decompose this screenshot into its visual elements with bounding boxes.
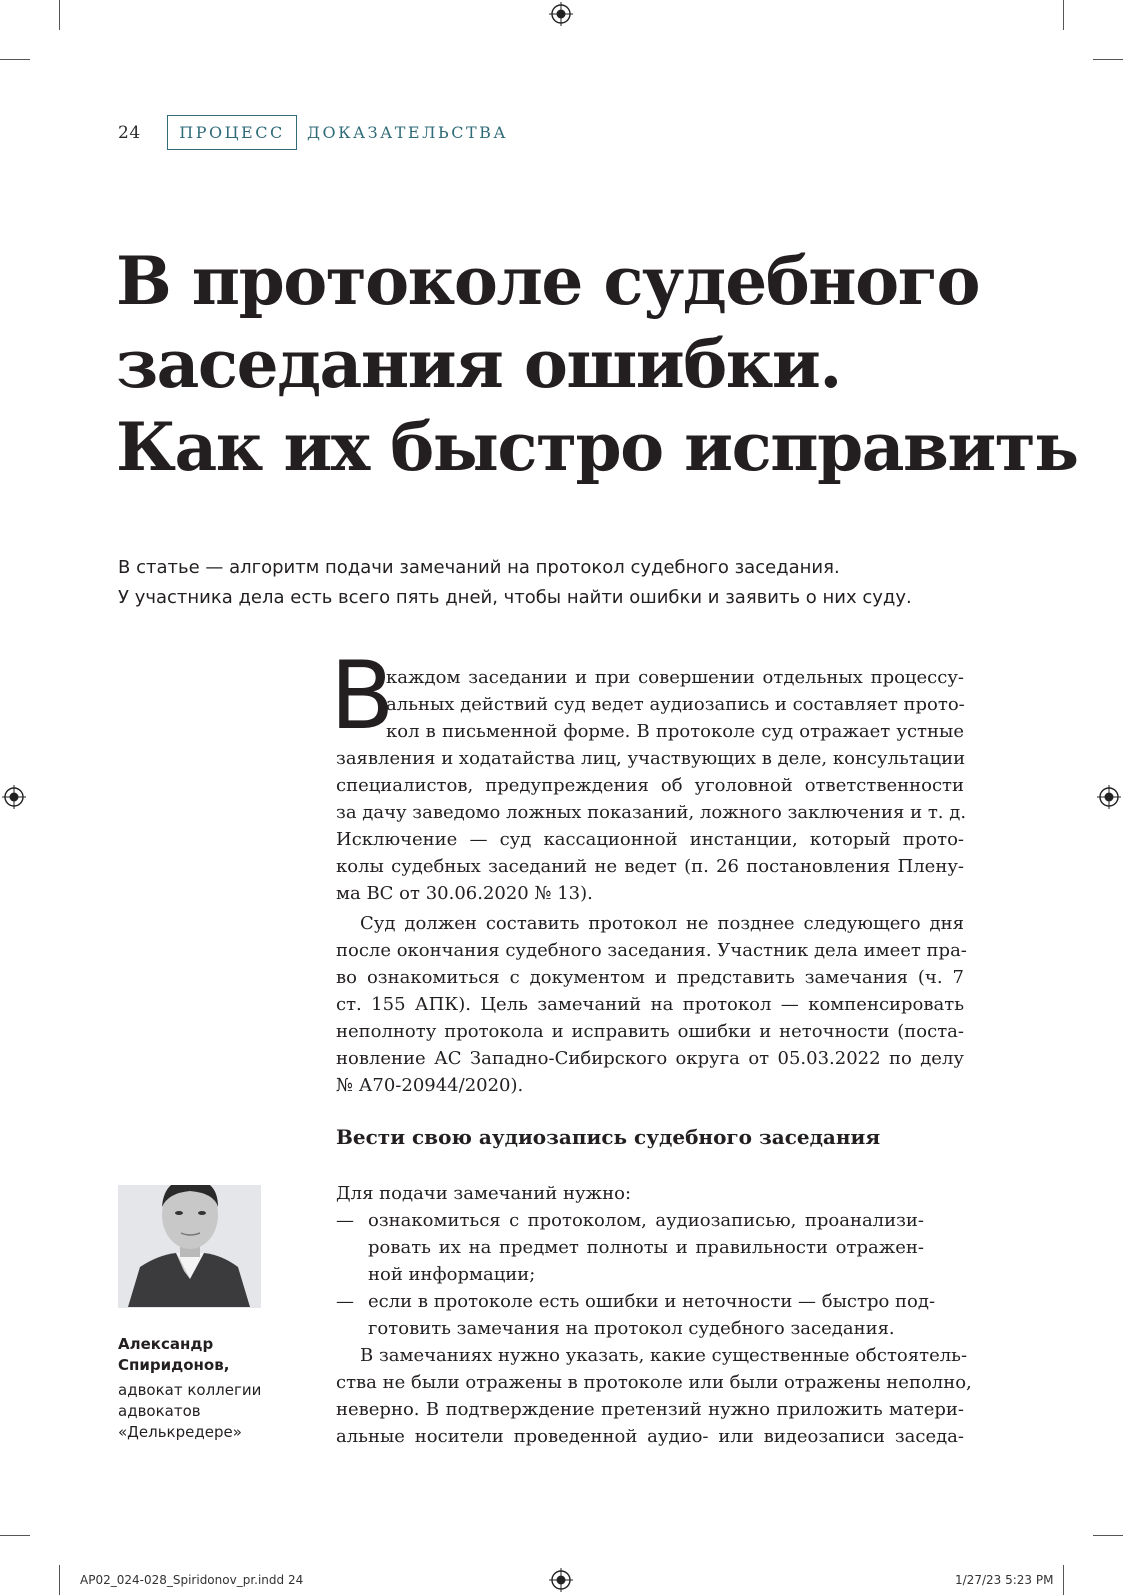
- body-line: после окончания судебного заседания. Участник дела имеет пра-: [336, 940, 967, 961]
- section-heading: Вести свою аудиозапись судебного заседания: [336, 1125, 881, 1149]
- lead-line: У участника дела есть всего пять дней, чтобы найти ошибки и заявить о них суду.: [118, 587, 912, 608]
- body-line: каждом заседании и при совершении отдельных процессу-: [386, 667, 964, 688]
- lead-line: В статье — алгоритм подачи замечаний на протокол судебного заседания.: [118, 557, 840, 578]
- body-line: В замечаниях нужно указать, какие существенные обстоятель-: [360, 1345, 968, 1366]
- crop-mark: [0, 59, 30, 60]
- body-line: новление АС Западно-Сибирского округа от 05.03.2022 по делу: [336, 1048, 964, 1069]
- author-role-line: «Делькредере»: [118, 1423, 242, 1441]
- author-name: [118, 1334, 318, 1376]
- crop-mark: [1063, 1565, 1064, 1595]
- body-line: неполноту протокола и исправить ошибки и неточности (поста-: [336, 1021, 964, 1042]
- crop-mark: [1093, 59, 1123, 60]
- crop-mark: [0, 1535, 30, 1536]
- article-lead: [118, 553, 1018, 613]
- slug-file: AP02_024-028_Spiridonov_pr.indd 24: [80, 1573, 304, 1587]
- body-line: ст. 155 АПК). Цель замечаний на протокол — компенсировать: [336, 994, 964, 1015]
- crop-mark: [1063, 0, 1064, 30]
- page-number: 24: [118, 123, 141, 143]
- rubric-boxed-label: ПРОЦЕСС: [179, 123, 285, 142]
- crop-mark: [59, 0, 60, 30]
- body-line: альные носители проведенной аудио- или видеозаписи заседа-: [336, 1426, 964, 1447]
- list-item-line: ровать их на предмет полноты и правильности отражен-: [368, 1237, 924, 1258]
- registration-mark-icon: [549, 2, 573, 26]
- article-title: [116, 240, 1076, 489]
- body-line: специалистов, предупреждения об уголовной ответственности: [336, 775, 964, 796]
- crop-mark: [59, 1565, 60, 1595]
- registration-mark-icon: [549, 1568, 573, 1592]
- body-line: кол в письменной форме. В протоколе суд отражает устные: [386, 721, 964, 742]
- body-line: альных действий суд ведет аудиозапись и составляет прото-: [386, 694, 965, 715]
- registration-mark-icon: [1097, 785, 1121, 809]
- author-role-line: адвокат коллегии: [118, 1381, 262, 1399]
- author-name-line: Спиридонов,: [118, 1356, 230, 1374]
- list-item-line: ной информации;: [368, 1264, 536, 1285]
- title-line: заседания ошибки.: [116, 325, 841, 403]
- title-line: Как их быстро исправить: [116, 408, 1078, 486]
- body-line: ства не были отражены в протоколе или были отражены неполно,: [336, 1372, 972, 1393]
- author-role: [118, 1380, 318, 1443]
- list-item-line: готовить замечания на протокол судебного заседания.: [368, 1318, 895, 1339]
- list-dash: —: [336, 1210, 354, 1231]
- body-line: № А70-20944/2020).: [336, 1075, 524, 1096]
- slug-date: 1/27/23 5:23 PM: [955, 1573, 1054, 1587]
- body-line: во ознакомиться с документом и представить замечания (ч. 7: [336, 967, 964, 988]
- body-line: колы судебных заседаний не ведет (п. 26 постановления Плену-: [336, 856, 964, 877]
- crop-mark: [1093, 1535, 1123, 1536]
- body-line: за дачу заведомо ложных показаний, ложного заключения и т. д.: [336, 802, 967, 823]
- list-item-line: ознакомиться с протоколом, аудиозаписью, проанализи-: [368, 1210, 924, 1231]
- list-item-line: если в протоколе есть ошибки и неточности — быстро под-: [368, 1291, 936, 1312]
- list-dash: —: [336, 1291, 354, 1312]
- body-line: неверно. В подтверждение претензий нужно приложить матери-: [336, 1399, 964, 1420]
- body-line: Исключение — суд кассационной инстанции, который прото-: [336, 829, 964, 850]
- rubric-label: ДОКАЗАТЕЛЬСТВА: [307, 123, 508, 142]
- author-role-line: адвокатов: [118, 1402, 201, 1420]
- author-photo: [118, 1185, 261, 1308]
- author-portrait-icon: [118, 1185, 261, 1307]
- registration-mark-icon: [2, 785, 26, 809]
- drop-cap: В: [330, 642, 395, 751]
- body-line: заявления и ходатайства лиц, участвующих в деле, консультации: [336, 748, 966, 769]
- title-line: В протоколе судебного: [116, 242, 980, 320]
- body-line: ма ВС от 30.06.2020 № 13).: [336, 883, 593, 904]
- author-name-line: Александр: [118, 1335, 214, 1353]
- body-line: Суд должен составить протокол не позднее следующего дня: [360, 913, 964, 934]
- body-line: Для подачи замечаний нужно:: [336, 1183, 632, 1204]
- rubric-box: [167, 115, 297, 150]
